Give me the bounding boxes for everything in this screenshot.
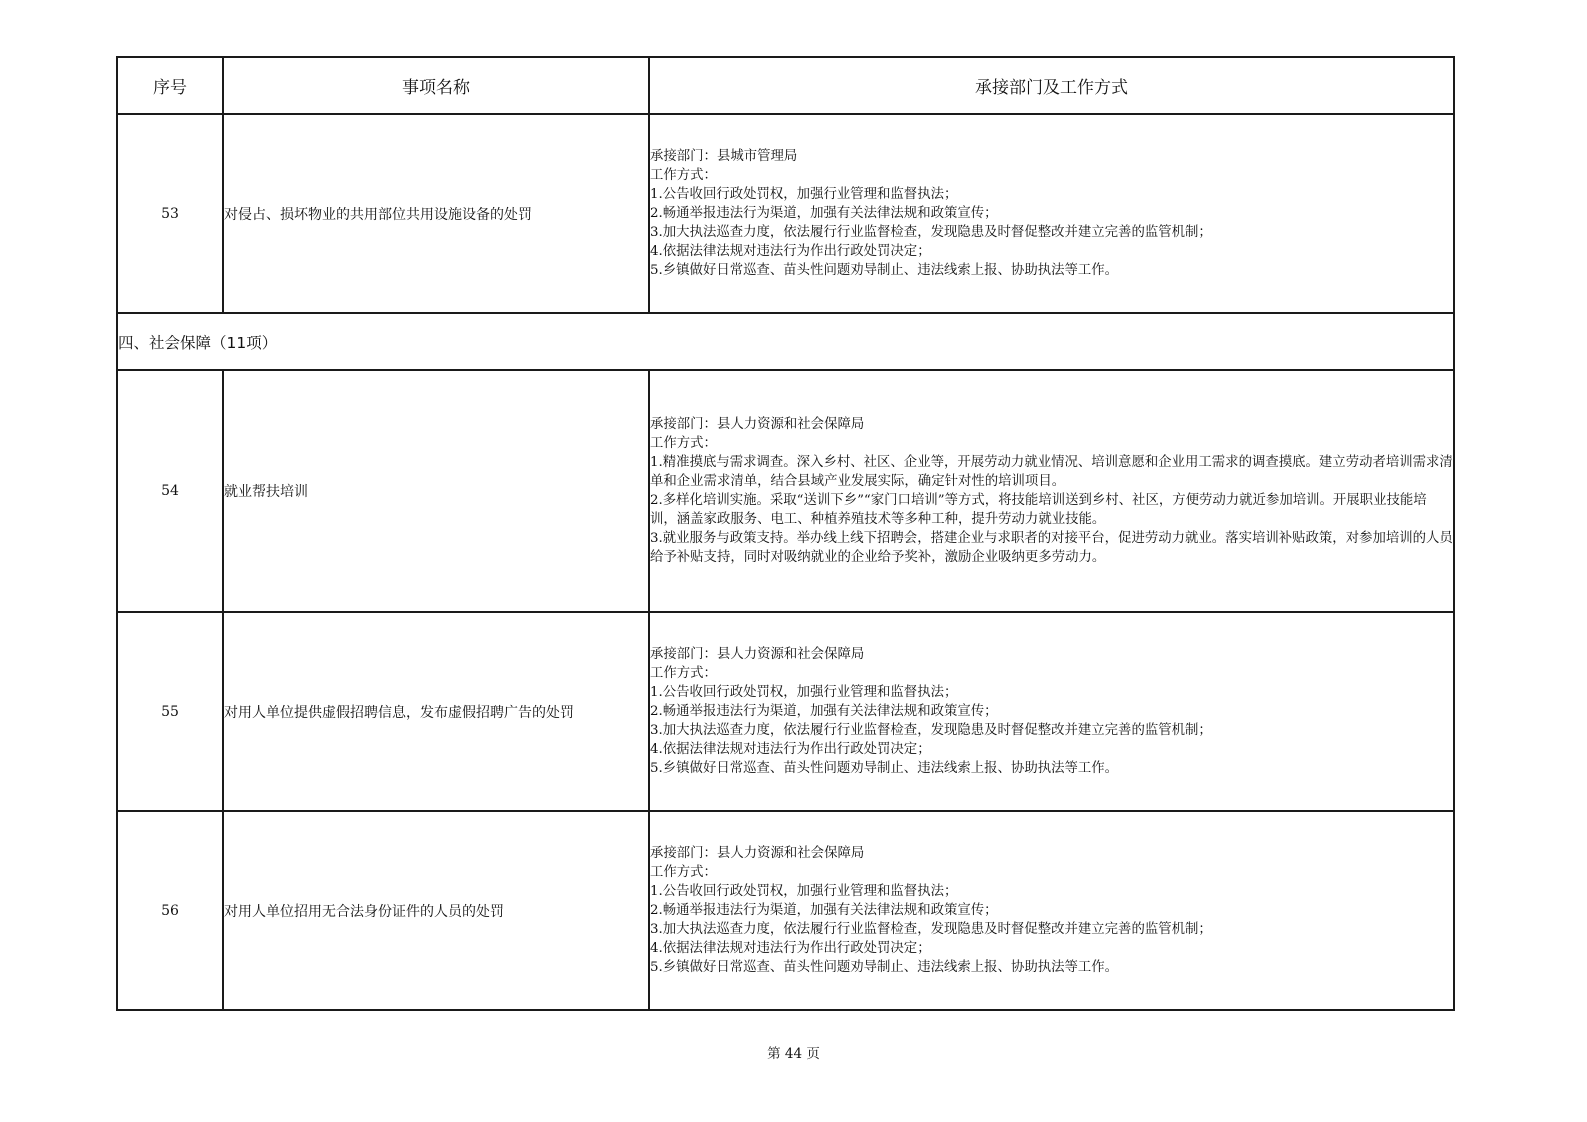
table-row (117, 612, 1454, 811)
table-row (117, 114, 1454, 313)
method-line: 承接部门：县城市管理局 (650, 149, 798, 164)
section-row (117, 313, 1454, 370)
row-name: 对侵占、损坏物业的共用部位共用设施设备的处罚 (223, 114, 649, 313)
method-line: 3.加大执法巡查力度，依法履行行业监督检查，发现隐患及时督促整改并建立完善的监管机制； (650, 922, 1212, 937)
method-line: 2.畅通举报违法行为渠道，加强有关法律法规和政策宣传； (650, 206, 998, 221)
method-line: 4.依据法律法规对违法行为作出行政处罚决定； (650, 941, 931, 956)
table-header-row (117, 57, 1454, 114)
method-line: 2.畅通举报违法行为渠道，加强有关法律法规和政策宣传； (650, 903, 998, 918)
method-line: 1.精准摸底与需求调查。深入乡村、社区、企业等，开展劳动力就业情况、培训意愿和企业用工需求的调查摸底。建立劳动者培训需求清单和企业需求清单，结合县域产业发展实际，确定针对性的培训项目。 (650, 455, 1453, 489)
row-name: 就业帮扶培训 (223, 370, 649, 612)
page-number: 第 44 页 (767, 1046, 820, 1062)
method-line: 承接部门：县人力资源和社会保障局 (650, 417, 865, 432)
header-department: 承接部门及工作方式 (649, 57, 1454, 114)
row-index: 56 (117, 811, 223, 1010)
row-index: 54 (117, 370, 223, 612)
method-line: 1.公告收回行政处罚权，加强行业管理和监督执法； (650, 884, 958, 899)
method-line: 4.依据法律法规对违法行为作出行政处罚决定； (650, 244, 931, 259)
row-name: 对用人单位提供虚假招聘信息，发布虚假招聘广告的处罚 (223, 612, 649, 811)
table-row (117, 811, 1454, 1010)
section-title: 四、社会保障（11项） (117, 313, 1454, 370)
method-line: 工作方式： (650, 666, 717, 681)
method-line: 5.乡镇做好日常巡查、苗头性问题劝导制止、违法线索上报、协助执法等工作。 (650, 960, 1119, 975)
method-line: 工作方式： (650, 436, 717, 451)
row-index: 55 (117, 612, 223, 811)
row-department-method (649, 811, 1454, 1010)
method-line: 3.就业服务与政策支持。举办线上线下招聘会，搭建企业与求职者的对接平台，促进劳动力就业。落实培训补贴政策，对参加培训的人员给予补贴支持，同时对吸纳就业的企业给予奖补，激励企业吸纳更多劳动力。 (650, 531, 1453, 565)
header-name: 事项名称 (223, 57, 649, 114)
method-line: 4.依据法律法规对违法行为作出行政处罚决定； (650, 742, 931, 757)
row-department-method (649, 114, 1454, 313)
method-line: 2.畅通举报违法行为渠道，加强有关法律法规和政策宣传； (650, 704, 998, 719)
matters-table (116, 56, 1455, 1011)
method-line: 5.乡镇做好日常巡查、苗头性问题劝导制止、违法线索上报、协助执法等工作。 (650, 263, 1119, 278)
row-index: 53 (117, 114, 223, 313)
method-line: 工作方式： (650, 865, 717, 880)
method-line: 5.乡镇做好日常巡查、苗头性问题劝导制止、违法线索上报、协助执法等工作。 (650, 761, 1119, 776)
method-line: 1.公告收回行政处罚权，加强行业管理和监督执法； (650, 685, 958, 700)
method-line: 承接部门：县人力资源和社会保障局 (650, 846, 865, 861)
header-index: 序号 (117, 57, 223, 114)
row-name: 对用人单位招用无合法身份证件的人员的处罚 (223, 811, 649, 1010)
method-line: 工作方式： (650, 168, 717, 183)
method-line: 2.多样化培训实施。采取“送训下乡”“家门口培训”等方式，将技能培训送到乡村、社区，方便劳动力就近参加培训。开展职业技能培训，涵盖家政服务、电工、种植养殖技术等多种工种，提升劳动力就业技能。 (650, 493, 1427, 527)
method-line: 3.加大执法巡查力度，依法履行行业监督检查，发现隐患及时督促整改并建立完善的监管机制； (650, 723, 1212, 738)
row-department-method (649, 370, 1454, 612)
method-line: 1.公告收回行政处罚权，加强行业管理和监督执法； (650, 187, 958, 202)
method-line: 承接部门：县人力资源和社会保障局 (650, 647, 865, 662)
row-department-method (649, 612, 1454, 811)
method-line: 3.加大执法巡查力度，依法履行行业监督检查，发现隐患及时督促整改并建立完善的监管机制； (650, 225, 1212, 240)
table-row (117, 370, 1454, 612)
